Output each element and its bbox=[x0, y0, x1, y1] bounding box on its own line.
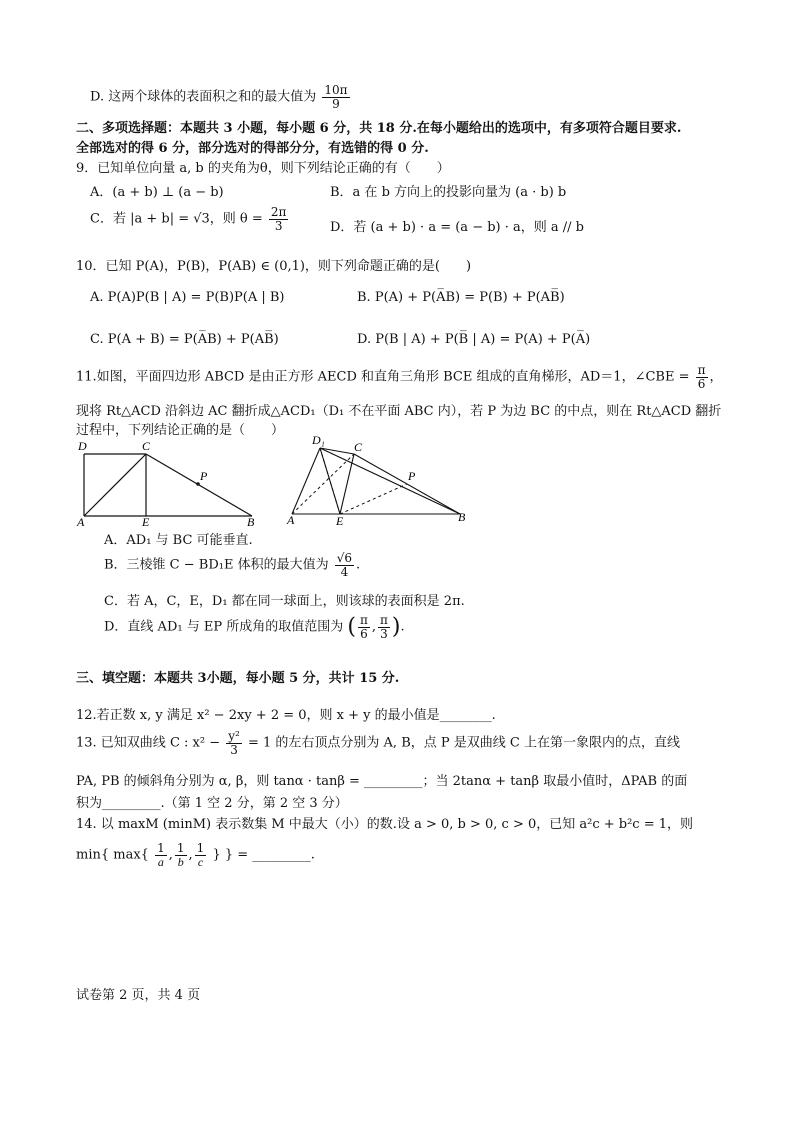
fraction-denominator: 3 bbox=[274, 218, 283, 233]
q10-option-c: C. P(A + B) = P(A̅B) + P(AB̅) bbox=[90, 332, 279, 347]
q11-option-d-punct: . bbox=[400, 619, 405, 635]
fraction-numerator: π bbox=[379, 613, 388, 627]
fraction-denominator: 6 bbox=[360, 626, 368, 641]
q10-stem: 10．已知 P(A)，P(B)，P(AB) ∈ (0,1)，则下列命题正确的是( ) bbox=[76, 259, 472, 274]
q13-line1-text: 13. 已知双曲线 C : x² − bbox=[76, 735, 221, 751]
q9-option-a: A．(a + b) ⊥ (a − b) bbox=[90, 185, 224, 200]
q11-option-c: C．若 A，C，E，D₁ 都在同一球面上，则该球的表面积是 2π. bbox=[104, 594, 465, 609]
fraction-numerator: π bbox=[359, 613, 368, 627]
fig2-label-c: C bbox=[354, 440, 363, 454]
section2-scoring: 全部选对的得 6 分，部分选对的得部分分，有选错的得 0 分. bbox=[76, 141, 429, 156]
fig2-label-d1: D₁ bbox=[312, 433, 325, 447]
fig1-label-d: D bbox=[78, 439, 87, 453]
fraction-numerator: π bbox=[697, 363, 706, 377]
fraction-numerator: y² bbox=[228, 729, 240, 743]
q11-stem-line1 bbox=[76, 364, 723, 390]
q14-line2: min{ max{ $\frac{1}{a}$ , $\frac{1}{b}$ , $\frac{1}{c}$ } } = _________. bbox=[76, 841, 315, 869]
q8-option-d bbox=[90, 84, 352, 110]
q13-line3: 积为_________.（第 1 空 2 分，第 2 空 3 分） bbox=[76, 796, 348, 811]
q9-option-b: B．a 在 b 方向上的投影向量为 (a · b) b bbox=[330, 185, 567, 200]
fraction-numerator: 10π bbox=[324, 83, 348, 97]
q13-line1 bbox=[76, 730, 680, 756]
figure-folded bbox=[284, 432, 474, 528]
fig1-label-b: B bbox=[247, 515, 255, 528]
q13-line2: PA, PB 的倾斜角分别为 α, β，则 tanα · tanβ = _________；当 2tanα + tanβ 取最小值时，ΔPAB 的面 bbox=[76, 774, 688, 789]
q9-option-c bbox=[90, 206, 290, 232]
q10-option-b: B. P(A) + P(A̅B) = P(B) + P(AB̅) bbox=[357, 290, 565, 305]
q8-option-d-fraction bbox=[322, 84, 349, 110]
fraction-denominator: 3 bbox=[230, 742, 238, 757]
q14-line1: 14. 以 maxM (minM) 表示数集 M 中最大（小）的数.设 a > 0, b > 0, c > 0，已知 a²c + b²c = 1，则 bbox=[76, 817, 694, 832]
section3-heading: 三、填空题：本题共 3小题，每小题 5 分，共计 15 分. bbox=[76, 671, 400, 686]
fig2-label-e: E bbox=[336, 514, 344, 528]
q9-option-d: D．若 (a + b) · a = (a − b) · a，则 a // b bbox=[330, 220, 584, 235]
fraction-denominator: 4 bbox=[340, 564, 349, 579]
q14-answer-blank: } } = _________. bbox=[212, 847, 315, 863]
q11-option-b-text: B．三棱锥 C − BD₁E 体积的最大值为 bbox=[104, 557, 329, 573]
q10-option-a: A. P(A)P(B | A) = P(B)P(A | B) bbox=[90, 290, 285, 305]
fig2-label-a: A bbox=[287, 513, 295, 527]
fig1-label-e: E bbox=[142, 515, 150, 528]
fraction-denominator: 3 bbox=[380, 626, 388, 641]
fraction-denominator: 6 bbox=[697, 376, 706, 391]
q12-text: 12.若正数 x, y 满足 x² − 2xy + 2 = 0，则 x + y 的最小值是________. bbox=[76, 708, 496, 723]
page-footer: 试卷第 2 页，共 4 页 bbox=[76, 988, 201, 1003]
q9-option-c-text: C．若 |a + b| = √3，则 θ = bbox=[90, 211, 263, 227]
q11-option-a: A．AD₁ 与 BC 可能垂直. bbox=[104, 533, 253, 548]
q14-minmax-text: min{ max{ bbox=[76, 847, 149, 863]
q11-line1-text: 11.如图，平面四边形 ABCD 是由正方形 AECD 和直角三角形 BCE 组成的直角梯形，AD＝1，∠CBE = bbox=[76, 369, 690, 385]
q11-option-b bbox=[104, 552, 360, 578]
fraction-denominator: 9 bbox=[332, 96, 340, 111]
fig1-label-p: P bbox=[200, 469, 208, 483]
q11-option-d-text: D．直线 AD₁ 与 EP 所成角的取值范围为 bbox=[104, 619, 344, 635]
section2-heading: 二、多项选择题：本题共 3 小题，每小题 6 分，共 18 分.在每小题给出的选项中，有多项符合题目要求. bbox=[76, 121, 682, 136]
q11-stem-line2: 现将 Rt△ACD 沿斜边 AC 翻折成△ACD₁（D₁ 不在平面 ABC 内），若 P 为边 BC 的中点，则在 Rt△ACD 翻折 bbox=[76, 404, 722, 419]
fig2-label-b: B bbox=[458, 510, 466, 524]
q9-stem: 9．已知单位向量 a, b 的夹角为θ，则下列结论正确的有（ ） bbox=[76, 161, 450, 176]
q11-line1-punct: ， bbox=[709, 369, 723, 385]
fraction-numerator: √6 bbox=[336, 551, 353, 565]
fraction-numerator: 2π bbox=[270, 205, 287, 219]
q10-option-d: D. P(B | A) + P(B̅ | A) = P(A) + P(A̅) bbox=[357, 332, 591, 347]
fig1-label-c: C bbox=[142, 439, 151, 453]
fig2-label-p: P bbox=[408, 469, 416, 483]
figure-trapezoid bbox=[74, 436, 264, 528]
q11-option-d: D．直线 AD₁ 与 EP 所成角的取值范围为 ( $\frac{\pi}{6}$ , $\frac{\pi}{3}$ ). bbox=[104, 613, 405, 641]
q13-line1-rest: = 1 的左右顶点分别为 A, B，点 P 是双曲线 C 上在第一象限内的点，直线 bbox=[247, 735, 680, 751]
q11-stem-line3: 过程中，下列结论正确的是（ ） bbox=[76, 423, 285, 438]
fig1-label-a: A bbox=[77, 515, 85, 528]
q8-option-d-text: D. 这两个球体的表面积之和的最大值为 bbox=[90, 89, 317, 105]
q11-option-b-punct: . bbox=[356, 557, 361, 573]
